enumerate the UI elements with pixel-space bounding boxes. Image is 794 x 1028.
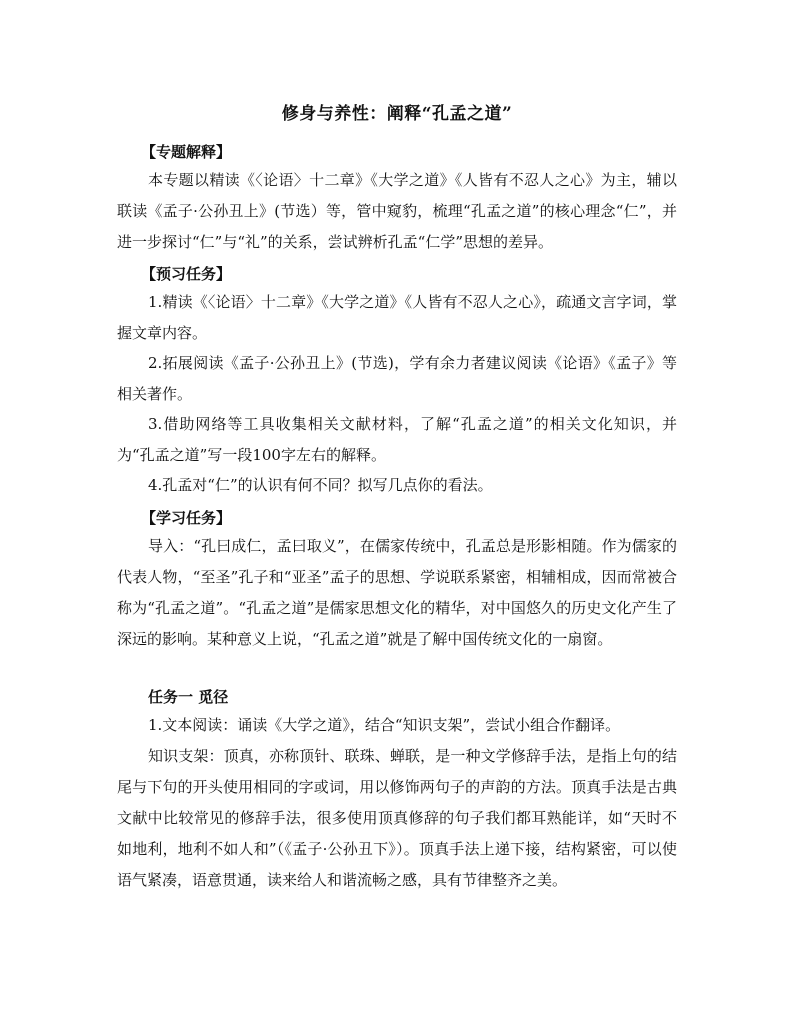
preview-task-item-2: 2.拓展阅读《孟子·公孙丑上》(节选)，学有余力者建议阅读《论语》《孟子》等相关著作。	[117, 354, 677, 403]
preview-task-item-1: 1.精读《〈论语〉十二章》《大学之道》《人皆有不忍人之心》，疏通文言字词，掌握文章内容。	[117, 293, 677, 342]
section-heading-preview-tasks: 【预习任务】	[141, 265, 232, 283]
page-title: 修身与养性：阐释“孔孟之道”	[281, 104, 513, 124]
intro-paragraph: 导入：“孔曰成仁，孟曰取义”，在儒家传统中，孔孟总是形影相随。作为儒家的代表人物，“至圣”孔子和“亚圣”孟子的思想、学说联系紧密，相辅相成，因而常被合称为“孔孟之道”。“孔孟之道”是儒家思想文化的精华，对中国悠久的历史文化产生了深远的影响。某种意义上说，“孔孟之道”就是了解中国传统文化的一扇窗。	[117, 537, 677, 648]
preview-task-item-4: 4.孔孟对“仁”的认识有何不同？拟写几点你的看法。	[148, 476, 493, 494]
section-heading-learning-tasks: 【学习任务】	[141, 509, 232, 527]
preview-task-item-3: 3.借助网络等工具收集相关文献材料，了解“孔孟之道”的相关文化知识，并为“孔孟之道”写一段100字左右的解释。	[117, 415, 677, 464]
task-one-item-1: 1.文本阅读：诵读《大学之道》，结合“知识支架”，尝试小组合作翻译。	[148, 716, 621, 734]
topic-explanation-paragraph: 本专题以精读《〈论语〉十二章》《大学之道》《人皆有不忍人之心》为主，辅以联读《孟子·公孙丑上》(节选）等，管中窥豹，梳理“孔孟之道”的核心理念“仁”，并进一步探讨“仁”与“礼”的关系，尝试辨析孔孟“仁学”思想的差异。	[117, 171, 677, 251]
knowledge-scaffold-paragraph: 知识支架：顶真，亦称顶针、联珠、蝉联，是一种文学修辞手法，是指上句的结尾与下句的开头使用相同的字或词，用以修饰两句子的声韵的方法。顶真手法是古典文献中比较常见的修辞手法，很多使用顶真修辞的句子我们都耳熟能详，如“天时不如地利，地利不如人和”（《孟子·公孙丑下》）。顶真手法上递下接，结构紧密，可以使语气紧凑，语意贯通，读来给人和谐流畅之感，具有节律整齐之美。	[117, 747, 677, 889]
section-heading-topic-explanation: 【专题解释】	[141, 143, 232, 161]
task-one-title: 任务一 觅径	[148, 688, 229, 706]
